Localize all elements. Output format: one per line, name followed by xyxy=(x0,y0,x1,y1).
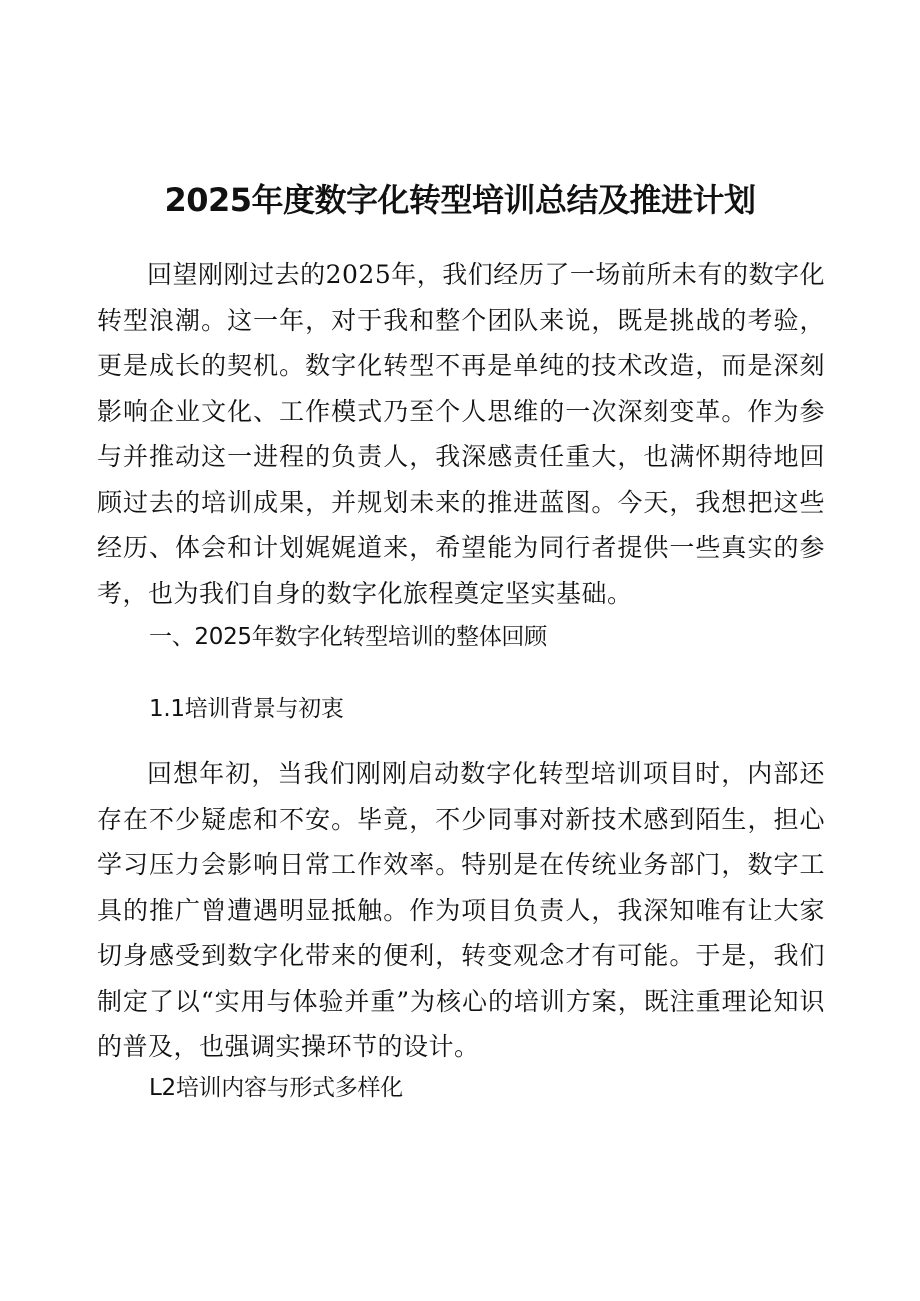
document-title: 2025年度数字化转型培训总结及推进计划 xyxy=(164,181,756,219)
subsection-1-1-heading: 1.1培训背景与初衷 xyxy=(149,696,344,722)
subsection-1-2-heading: L2培训内容与形式多样化 xyxy=(149,1075,403,1101)
section-1-heading: 一、2025年数字化转型培训的整体回顾 xyxy=(149,624,547,650)
intro-paragraph: 回望刚刚过去的2025年，我们经历了一场前所未有的数字化转型浪潮。这一年，对于我和整个团队来说，既是挑战的考验，更是成长的契机。数字化转型不再是单纯的技术改造，而是深刻影响企业文化、工作模式乃至个人思维的一次深刻变革。作为参与并推动这一进程的负责人，我深感责任重大，也满怀期待地回顾过去的培训成果，并规划未来的推进蓝图。今天，我想把这些经历、体会和计划娓娓道来，希望能为同行者提供一些真实的参考，也为我们自身的数字化旅程奠定坚实基础。 xyxy=(97,260,825,608)
subsection-1-1-paragraph: 回想年初，当我们刚刚启动数字化转型培训项目时，内部还存在不少疑虑和不安。毕竟，不少同事对新技术感到陌生，担心学习压力会影响日常工作效率。特别是在传统业务部门，数字工具的推广曾遭遇明显抵触。作为项目负责人，我深知唯有让大家切身感受到数字化带来的便利，转变观念才有可能。于是，我们制定了以“实用与体验并重”为核心的培训方案，既注重理论知识的普及，也强调实操环节的设计。 xyxy=(97,759,825,1061)
